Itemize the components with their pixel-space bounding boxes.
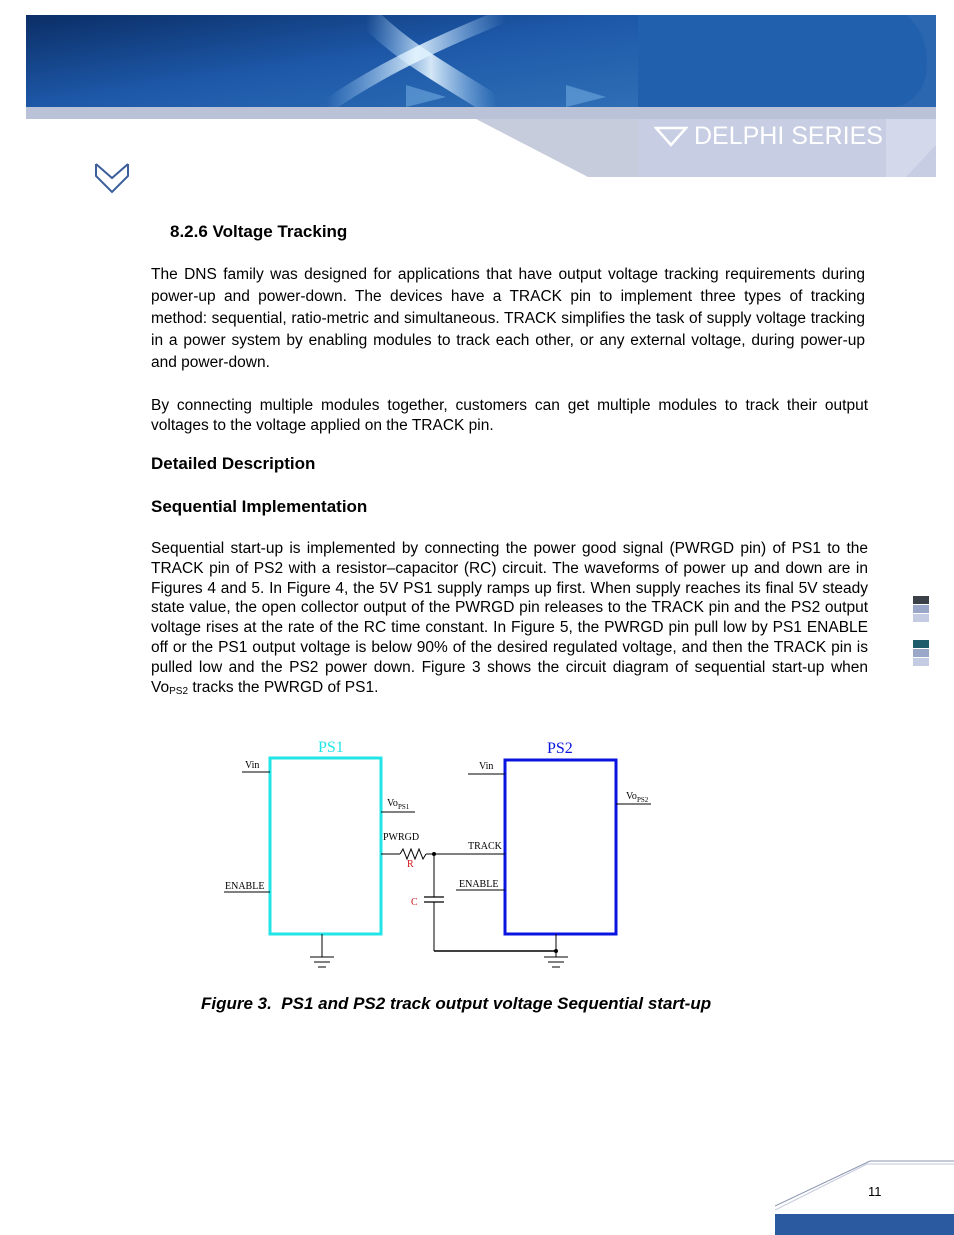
- vo-ps1-main: Vo: [387, 798, 398, 809]
- heading-sequential-implementation: Sequential Implementation: [151, 497, 368, 516]
- circuit-diagram: [210, 730, 670, 980]
- ps2-box: [505, 760, 616, 934]
- track-label: TRACK: [468, 841, 502, 852]
- paragraph-connecting: By connecting multiple modules together, customers can get multiple modules to track their output voltages to the voltage applied on the TRACK pin.: [151, 397, 868, 434]
- side-tab-teal: [913, 640, 929, 648]
- paragraph-intro: The DNS family was designed for applications that have output voltage tracking requirements during power-up and power-down. The devices have a TRACK pin to implement three types of tracking method: sequential, ratio-metric and simultaneous. TRACK simplifies the task of supply voltage tracking in a power system by enabling modules to track each other, or any external voltage, during power-up and power-down.: [151, 266, 865, 371]
- ps2-enable-label: ENABLE: [459, 879, 499, 890]
- ps1-label: PS1: [318, 739, 344, 756]
- ground-symbol-ps1: [310, 957, 334, 967]
- figure-caption: Figure 3. PS1 and PS2 track output voltage Sequential start-up: [201, 994, 712, 1013]
- paragraph-sequential: [151, 539, 868, 701]
- delta-chevron-icon: [94, 160, 130, 196]
- vo-ps1-label: [387, 798, 410, 811]
- resistor-symbol: [400, 849, 426, 859]
- section-title: 8.2.6 Voltage Tracking: [170, 222, 348, 241]
- vo-ps2-sub: PS2: [636, 796, 649, 804]
- brand-name: DELPHI SERIES: [694, 122, 883, 150]
- ps1-box: [270, 758, 381, 934]
- ps2-vin-label: Vin: [479, 761, 494, 772]
- pwrgd-label: PWRGD: [383, 832, 420, 843]
- paragraph-sequential-tail: tracks the PWRGD of PS1.: [188, 678, 379, 696]
- ps2-label: PS2: [547, 740, 573, 757]
- side-tab-light4: [913, 658, 929, 666]
- brand-mark-icon: [654, 125, 688, 147]
- resistor-label: R: [407, 859, 414, 870]
- ps1-vin-label: Vin: [245, 760, 260, 771]
- paragraph-sequential-sub: PS2: [169, 685, 189, 697]
- header-banner: [26, 15, 936, 177]
- side-tab-light3: [913, 649, 929, 657]
- vo-ps2-main: Vo: [626, 791, 637, 802]
- vo-ps1-sub: PS1: [397, 803, 410, 811]
- side-tab-light1: [913, 605, 929, 613]
- side-tab-dark: [913, 596, 929, 604]
- footer-corner: [775, 1158, 954, 1235]
- capacitor-label: C: [411, 897, 418, 908]
- ground-symbol-ps2: [544, 957, 568, 967]
- page-number: 11: [868, 1184, 882, 1199]
- ps1-enable-label: ENABLE: [225, 881, 265, 892]
- vo-ps2-label: [626, 791, 649, 804]
- paragraph-sequential-main: Sequential start-up is implemented by connecting the power good signal (PWRGD pin) of PS1 to the TRACK pin of PS2 with a resistor–capacitor (RC) circuit. The waveforms of power up and down are in Figures 4 and 5. In Figure 4, the 5V PS1 supply ramps up first. When supply reaches its final 5V steady state value, the open collector output of the PWRGD pin releases to the TRACK pin and the PS2 output voltage rises at the rate of the RC time constant. In Figure 5, the PWRGD pin pull low by PS1 ENABLE off or the PS1 output voltage is below 90% of the desired regulated voltage, and then the TRACK pin is pulled low and the PS2 power down. Figure 3 shows the circuit diagram of sequential start-up when Vo: [151, 540, 868, 696]
- side-tab-light2: [913, 614, 929, 622]
- heading-detailed-description: Detailed Description: [151, 454, 316, 473]
